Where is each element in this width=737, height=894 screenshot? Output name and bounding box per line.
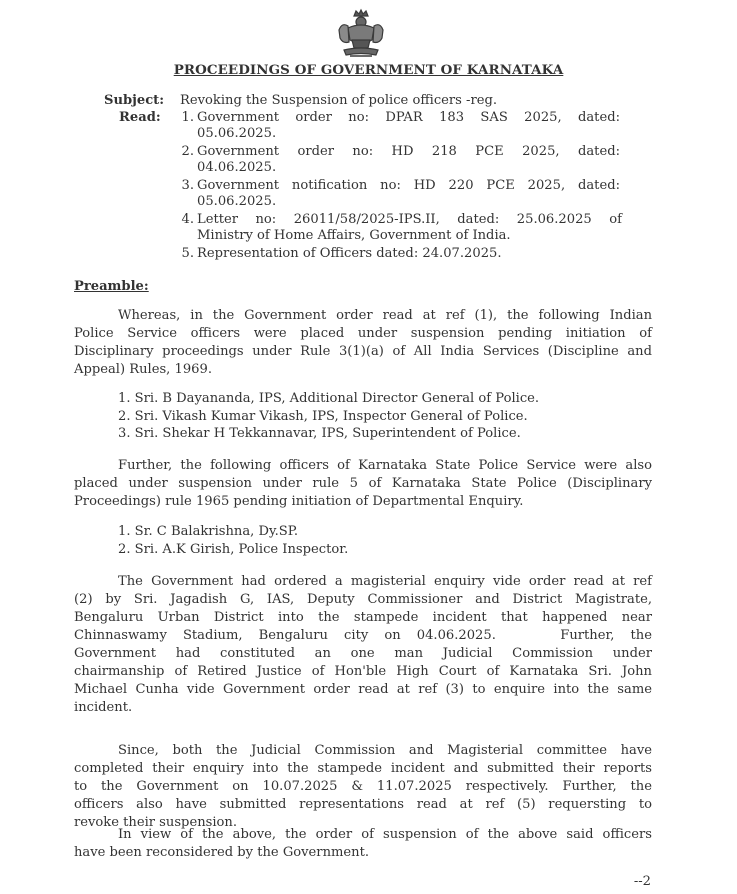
paragraph-line: (2) by Sri. Jagadish G, IAS, Deputy Commissioner and District Magistrate, (74, 592, 652, 607)
preamble-heading: Preamble: (74, 279, 149, 294)
read-ref-2 (177, 144, 194, 160)
read-ref-2-line2: 04.06.2025. (197, 160, 277, 175)
read-ref-4 (177, 212, 194, 228)
paragraph-line: officers also have submitted representations read at ref (5) requersting to (74, 797, 652, 812)
paragraph-line: Police Service officers were placed under suspension pending initiation of (74, 326, 652, 341)
paragraph-line: Michael Cunha vide Government order read at ref (3) to enquire into the same (74, 682, 652, 697)
paragraph-line: have been reconsidered by the Government. (74, 845, 370, 860)
subject-label: Subject: (104, 93, 165, 108)
list-item: 1. Sr. C Balakrishna, Dy.SP. (118, 524, 299, 539)
read-ref-number: 5. (181, 246, 194, 261)
paragraph-line: Proceedings) rule 1965 pending initiation of Departmental Enquiry. (74, 494, 524, 509)
ksps-officers-list (118, 523, 348, 558)
paragraph-line: to the Government on 10.07.2025 & 11.07.2025 respectively. Further, the (74, 779, 652, 794)
paragraph-line: incident. (74, 700, 133, 715)
read-ref-3-line1: Government notification no: HD 220 PCE 2025, dated: (197, 178, 620, 193)
list-item: 2. Sri. Vikash Kumar Vikash, IPS, Inspector General of Police. (118, 408, 528, 424)
paragraph-line: chairmanship of Retired Justice of Hon'ble High Court of Karnataka Sri. John (74, 664, 652, 679)
karnataka-state-emblem-icon (334, 8, 388, 60)
paragraph-line: Appeal) Rules, 1969. (74, 362, 212, 377)
paragraph-line: The Government had ordered a magisterial enquiry vide order read at ref (118, 574, 652, 589)
paragraph-line: Government had constituted an one man Judicial Commission under (74, 646, 652, 661)
preamble-paragraph-3 (74, 573, 652, 717)
paragraph-line: In view of the above, the order of suspension of the above said officers (118, 827, 652, 842)
read-ref-1-line2: 05.06.2025. (197, 126, 277, 141)
list-item: 2. Sri. A.K Girish, Police Inspector. (118, 541, 349, 557)
preamble-paragraph-2 (74, 457, 652, 511)
subject-text: Revoking the Suspension of police officers -reg. (180, 93, 498, 108)
read-ref-1-line1: Government order no: DPAR 183 SAS 2025, dated: (197, 110, 620, 125)
paragraph-line: placed under suspension under rule 5 of Karnataka State Police (Disciplinary (74, 476, 652, 491)
list-item: 3. Sri. Shekar H Tekkannavar, IPS, Superintendent of Police. (118, 426, 521, 441)
read-ref-2-line1: Government order no: HD 218 PCE 2025, dated: (197, 144, 620, 159)
paragraph-line: completed their enquiry into the stampede incident and submitted their reports (74, 761, 652, 776)
page-title: PROCEEDINGS OF GOVERNMENT OF KARNATAKA (173, 62, 564, 78)
read-ref-4-line1: Letter no: 26011/58/2025-IPS.II, dated: 25.06.2025 of (197, 212, 622, 227)
read-ref-4-line2: Ministry of Home Affairs, Government of India. (197, 228, 511, 243)
read-ref-number: 4. (181, 212, 194, 227)
read-ref-number: 2. (181, 144, 194, 159)
read-ref-5 (177, 246, 194, 262)
read-ref-3-line2: 05.06.2025. (197, 194, 277, 209)
preamble-paragraph-4 (74, 742, 652, 832)
read-ref-3 (177, 178, 194, 194)
preamble-paragraph-5 (74, 826, 652, 862)
read-ref-number: 3. (181, 178, 194, 193)
paragraph-line: Chinnaswamy Stadium, Bengaluru city on 04.06.2025. Further, the (74, 628, 652, 643)
preamble-paragraph-1 (74, 307, 652, 379)
paragraph-line: revoke their suspension. (74, 815, 238, 830)
paragraph-line: Further, the following officers of Karnataka State Police Service were also (118, 458, 652, 473)
read-ref-5-line1: Representation of Officers dated: 24.07.2025. (197, 246, 502, 261)
read-label: Read: (119, 110, 161, 125)
paragraph-line: Whereas, in the Government order read at ref (1), the following Indian (118, 308, 652, 323)
paragraph-line: Bengaluru Urban District into the stampede incident that happened near (74, 610, 652, 625)
list-item: 1. Sri. B Dayananda, IPS, Additional Director General of Police. (118, 391, 540, 406)
paragraph-line: Disciplinary proceedings under Rule 3(1)(a) of All India Services (Discipline and (74, 344, 652, 359)
paragraph-line: Since, both the Judicial Commission and Magisterial committee have (118, 743, 652, 758)
page-number-marker: --2 (633, 874, 651, 889)
read-ref-number: 1. (181, 110, 194, 125)
ips-officers-list (118, 390, 539, 443)
